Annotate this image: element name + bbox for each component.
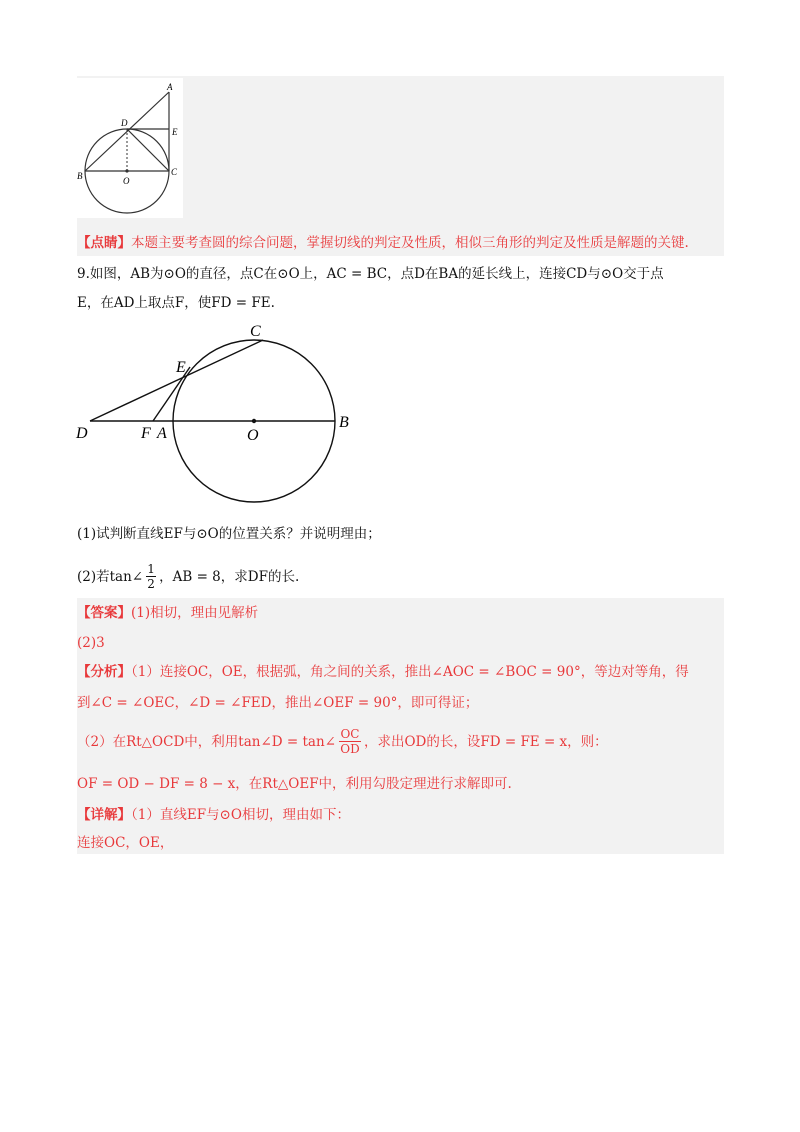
analysis-line-3-suffix: ，求出OD的长，设FD = FE = x，则： bbox=[363, 733, 608, 750]
fig-label-o: O bbox=[247, 427, 259, 444]
question-2-prefix: (2)若tan∠ bbox=[77, 568, 144, 585]
detail-text-1: （1）直线EF与⊙O相切，理由如下： bbox=[131, 807, 350, 823]
comment-tag: 【点睛】 bbox=[77, 235, 131, 251]
detail-line-1 bbox=[77, 805, 350, 825]
analysis-line-2: 到∠C = ∠OEC，∠D = ∠FED，推出∠OEF = 90°，即可得证； bbox=[77, 695, 479, 711]
answer-part-1: (1)相切，理由见解析 bbox=[131, 605, 259, 621]
analysis-fraction bbox=[339, 727, 361, 756]
question-2 bbox=[77, 562, 299, 591]
problem-line-1: 9.如图，AB为⊙O的直径，点C在⊙O上，AC = BC，点D在BA的延长线上，连接CD与⊙O交于点 bbox=[77, 266, 664, 282]
analysis-tag: 【分析】 bbox=[77, 664, 131, 680]
answer-tag: 【答案】 bbox=[77, 605, 131, 621]
analysis-line-3-prefix: （2）在Rt△OCD中，利用tan∠D = tan∠ bbox=[77, 733, 336, 750]
fig-label-c: C bbox=[250, 323, 261, 340]
fig-label-d: D bbox=[76, 425, 88, 442]
answer-line-2: (2)3 bbox=[77, 635, 105, 651]
analysis-text-1: （1）连接OC，OE，根据弧，角之间的关系，推出∠AOC = ∠BOC = 90°，等边对等角，得 bbox=[131, 664, 689, 680]
comment-text: 本题主要考查圆的综合问题，掌握切线的判定及性质，相似三角形的判定及性质是解题的关键. bbox=[131, 235, 689, 251]
prev-label-o: O bbox=[123, 176, 130, 186]
analysis-line-1 bbox=[77, 662, 689, 682]
question-2-fraction bbox=[146, 562, 156, 591]
analysis-line-4: OF = OD − DF = 8 − x，在Rt△OEF中，利用勾股定理进行求解即可. bbox=[77, 776, 512, 792]
detail-tag: 【详解】 bbox=[77, 807, 131, 823]
fig-label-f: F bbox=[141, 425, 151, 442]
comment-line bbox=[77, 233, 689, 253]
prev-label-c: C bbox=[171, 167, 178, 177]
analysis-fraction-numerator: OC bbox=[340, 727, 360, 741]
analysis-fraction-denominator: OD bbox=[340, 742, 360, 756]
fig-label-b: B bbox=[339, 414, 349, 431]
prev-problem-figure bbox=[77, 78, 183, 218]
prev-label-a: A bbox=[167, 82, 173, 92]
prev-label-d: D bbox=[121, 118, 128, 128]
problem-line-2: E，在AD上取点F，使FD = FE. bbox=[77, 295, 275, 311]
prev-label-e: E bbox=[172, 127, 178, 137]
question-2-denominator: 2 bbox=[147, 577, 155, 591]
fig-label-a: A bbox=[157, 425, 167, 442]
answer-line-1 bbox=[77, 603, 258, 623]
analysis-line-3 bbox=[77, 727, 608, 756]
question-2-numerator: 1 bbox=[147, 562, 155, 576]
prev-label-b: B bbox=[77, 171, 83, 181]
detail-line-2: 连接OC，OE， bbox=[77, 835, 174, 851]
problem-figure bbox=[70, 320, 360, 510]
fig-label-e: E bbox=[176, 359, 186, 376]
question-1: (1)试判断直线EF与⊙O的位置关系？并说明理由； bbox=[77, 526, 381, 542]
question-2-suffix: ，AB = 8，求DF的长. bbox=[159, 568, 300, 585]
